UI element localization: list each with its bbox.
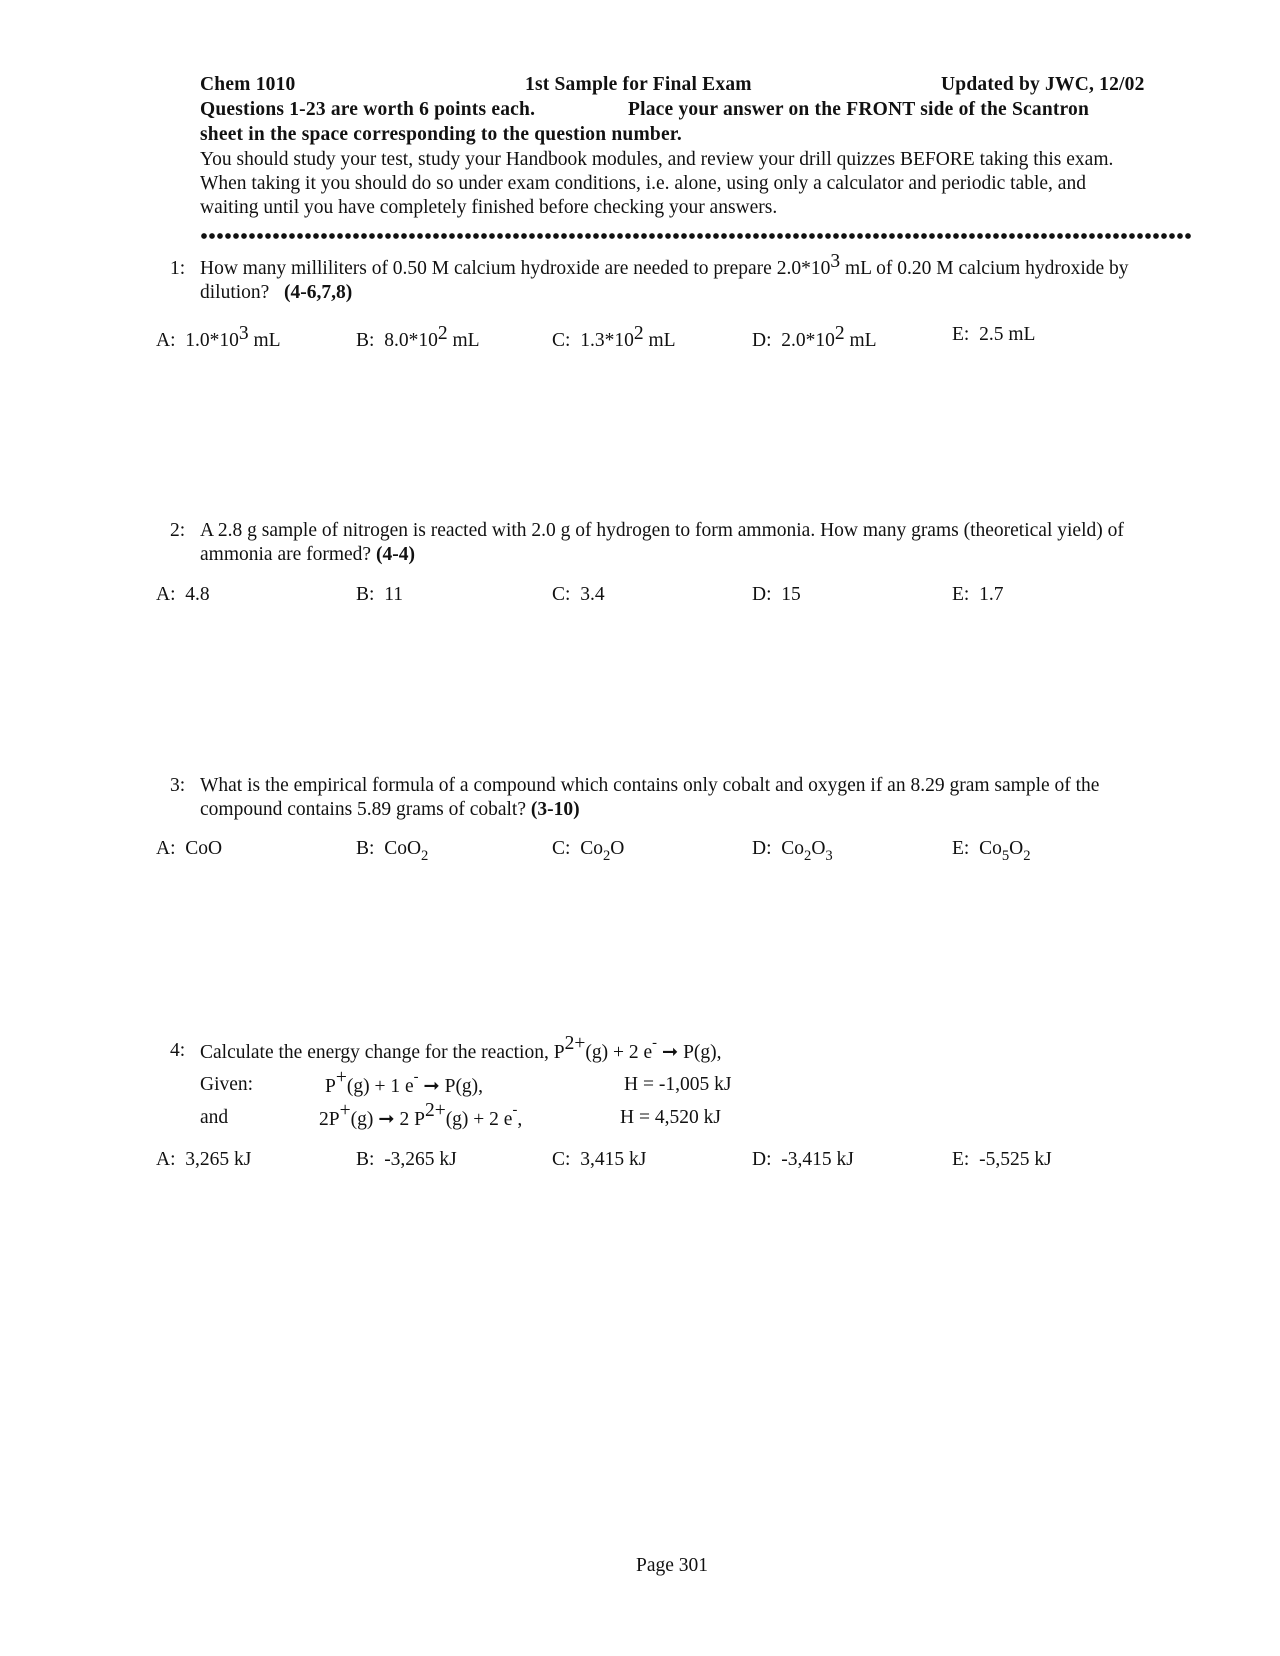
answer-value: 15: [781, 584, 801, 605]
given-eq-a: P: [325, 1076, 336, 1097]
answer-value: 1.7: [979, 584, 1004, 605]
q4-answer-d[interactable]: [752, 1149, 854, 1171]
q2-text-formed: ammonia are formed?: [200, 544, 372, 565]
and-enthalpy: H = 4,520 kJ: [620, 1107, 721, 1128]
and-eq-e: ,: [517, 1109, 523, 1130]
answer-instructions: Place your answer on the FRONT side of the Scantron: [628, 99, 1090, 120]
reaction-arrow-icon: ➞: [378, 1109, 395, 1130]
and-eq-charge-2: 2+: [424, 1100, 446, 1121]
answer-letter: C:: [552, 330, 571, 351]
answer-letter: A:: [156, 330, 176, 351]
answer-value: -5,525 kJ: [979, 1149, 1052, 1170]
answer-value: 4.8: [185, 584, 210, 605]
answer-formula: CoO: [185, 838, 223, 859]
answer-unit: mL: [248, 330, 281, 351]
q1-answer-b[interactable]: [356, 323, 480, 352]
q2-number: 2:: [170, 520, 186, 541]
and-eq-electron-charge: -: [512, 1102, 518, 1118]
answer-value: 3.4: [580, 584, 605, 605]
q1-text-line-1: [200, 251, 1129, 280]
answer-instructions-cont: sheet in the space corresponding to the question number.: [200, 124, 682, 145]
answer-letter: A:: [156, 584, 176, 605]
q3-text-cobalt: compound contains 5.89 grams of cobalt?: [200, 799, 527, 820]
given-equation: [325, 1067, 484, 1098]
answer-letter: B:: [356, 838, 375, 859]
answer-letter: C:: [552, 838, 571, 859]
and-label: and: [200, 1107, 229, 1128]
answer-value: 3,265 kJ: [185, 1149, 252, 1170]
answer-subscript: 5: [1001, 848, 1010, 865]
answer-letter: E:: [952, 838, 970, 859]
answer-letter: A:: [156, 838, 176, 859]
q1-answer-d[interactable]: [752, 323, 877, 352]
given-label: Given:: [200, 1074, 254, 1095]
q4-answer-b[interactable]: [356, 1149, 457, 1171]
given-eq-b: (g) + 1 e: [346, 1076, 414, 1097]
page-number: Page 301: [636, 1555, 709, 1576]
q4-lead-end: P(g),: [683, 1042, 722, 1063]
answer-formula-part: O: [610, 838, 625, 859]
answer-letter: D:: [752, 584, 772, 605]
q3-answer-c[interactable]: [552, 838, 625, 865]
q2-text-line-1: A 2.8 g sample of nitrogen is reacted with 2.0 g of hydrogen to form ammonia. How many grams (theoretical yield) of: [200, 520, 1124, 541]
q2-answer-b[interactable]: [356, 584, 403, 606]
q1-text-b: mL of 0.20 M calcium hydroxide by: [840, 258, 1129, 279]
q4-lead-charge: 2+: [564, 1033, 586, 1054]
answer-letter: C:: [552, 584, 571, 605]
q3-ref: (3-10): [530, 799, 580, 820]
q4-number: 4:: [170, 1040, 186, 1061]
q4-electron-charge: -: [652, 1035, 657, 1051]
and-eq-c: 2 P: [399, 1109, 425, 1130]
answer-value: 1.3*10: [580, 330, 634, 351]
and-equation: [319, 1100, 523, 1131]
answer-value: -3,415 kJ: [781, 1149, 854, 1170]
answer-letter: B:: [356, 330, 375, 351]
q2-ref: (4-4): [375, 544, 415, 565]
intro-line-2: When taking it you should do so under exam conditions, i.e. alone, using only a calculator and periodic table, and: [200, 173, 1086, 194]
answer-formula: Co: [580, 838, 603, 859]
answer-formula: CoO: [384, 838, 422, 859]
q1-answer-e[interactable]: [952, 324, 1035, 346]
q1-answer-c[interactable]: [552, 323, 676, 352]
q1-answer-a[interactable]: [156, 323, 281, 352]
q3-answer-a[interactable]: [156, 838, 222, 860]
answer-value: 2.0*10: [781, 330, 835, 351]
q3-text-line-2: [200, 799, 580, 821]
answer-subscript-2: 3: [825, 848, 833, 865]
points-note: Questions 1-23 are worth 6 points each.: [200, 99, 536, 120]
q1-ref: (4-6,7,8): [283, 282, 353, 303]
q4-text: [200, 1033, 722, 1064]
intro-line-3: waiting until you have completely finished before checking your answers.: [200, 197, 778, 218]
answer-subscript-2: 2: [1023, 848, 1031, 865]
answer-exponent: 3: [238, 323, 249, 344]
answer-exponent: 2: [437, 323, 448, 344]
answer-letter: B:: [356, 584, 375, 605]
q4-answer-c[interactable]: [552, 1149, 646, 1171]
q3-answer-e[interactable]: [952, 838, 1031, 865]
answer-subscript: 2: [804, 848, 812, 865]
q2-answer-c[interactable]: [552, 584, 605, 606]
q4-answer-a[interactable]: [156, 1149, 251, 1171]
answer-exponent: 2: [633, 323, 644, 344]
and-eq-d: (g) + 2 e: [445, 1109, 513, 1130]
q4-answer-e[interactable]: [952, 1149, 1052, 1171]
answer-formula: Co: [781, 838, 805, 859]
answer-letter: C:: [552, 1149, 571, 1170]
q1-text-sup: 3: [830, 251, 841, 272]
answer-subscript: 2: [421, 848, 429, 865]
q1-text-dilution: dilution?: [200, 282, 270, 303]
and-eq-b: (g): [350, 1109, 374, 1130]
given-enthalpy: H = -1,005 kJ: [624, 1074, 732, 1095]
answer-unit: mL: [643, 330, 676, 351]
answer-letter: B:: [356, 1149, 375, 1170]
and-eq-a: 2P: [319, 1109, 340, 1130]
answer-value: 11: [384, 584, 403, 605]
and-eq-charge: +: [339, 1100, 351, 1121]
answer-letter: D:: [752, 330, 772, 351]
answer-subscript: 2: [602, 848, 611, 865]
q1-text-a: How many milliliters of 0.50 M calcium hydroxide are needed to prepare 2.0*10: [200, 258, 831, 279]
answer-unit: mL: [447, 330, 480, 351]
answer-letter: D:: [752, 838, 772, 859]
q4-lead-rest: (g) + 2 e: [585, 1042, 653, 1063]
exam-title: 1st Sample for Final Exam: [525, 74, 752, 95]
answer-formula-part: O: [1009, 838, 1024, 859]
given-eq-electron-charge: -: [413, 1069, 419, 1085]
answer-value: 2.5 mL: [979, 324, 1036, 345]
intro-line-1: You should study your test, study your Handbook modules, and review your drill quizzes BEFORE taking this exam.: [200, 149, 1114, 170]
answer-value: 8.0*10: [384, 330, 438, 351]
answer-letter: A:: [156, 1149, 176, 1170]
answer-formula: Co: [979, 838, 1002, 859]
answer-letter: E:: [952, 584, 970, 605]
q1-number: 1:: [170, 258, 186, 279]
answer-letter: D:: [752, 1149, 772, 1170]
q2-text-line-2: [200, 544, 415, 566]
q3-text-line-1: What is the empirical formula of a compound which contains only cobalt and oxygen if an 8.29 gram sample of the: [200, 775, 1100, 796]
answer-value: 1.0*10: [185, 330, 239, 351]
q3-number: 3:: [170, 775, 186, 796]
q2-answer-d[interactable]: [752, 584, 801, 606]
updated-label: Updated by JWC, 12/02: [941, 74, 1145, 95]
answer-value: -3,265 kJ: [384, 1149, 457, 1170]
q1-text-line-2: [200, 282, 352, 304]
q2-answer-a[interactable]: [156, 584, 210, 606]
answer-letter: E:: [952, 324, 970, 345]
reaction-arrow-icon: ➞: [661, 1042, 679, 1063]
answer-value: 3,415 kJ: [580, 1149, 647, 1170]
answer-letter: E:: [952, 1149, 970, 1170]
answer-formula-part: O: [811, 838, 826, 859]
dotted-divider: [200, 230, 1192, 242]
given-eq-charge: +: [335, 1067, 347, 1088]
q4-lead: Calculate the energy change for the reaction, P: [200, 1042, 565, 1063]
given-eq-c: P(g),: [444, 1076, 484, 1097]
q2-answer-e[interactable]: [952, 584, 1003, 606]
reaction-arrow-icon: ➞: [423, 1076, 440, 1097]
answer-exponent: 2: [834, 323, 845, 344]
answer-unit: mL: [844, 330, 877, 351]
q3-answer-d[interactable]: [752, 838, 833, 865]
q3-answer-b[interactable]: [356, 838, 429, 865]
course-label: Chem 1010: [200, 74, 296, 95]
